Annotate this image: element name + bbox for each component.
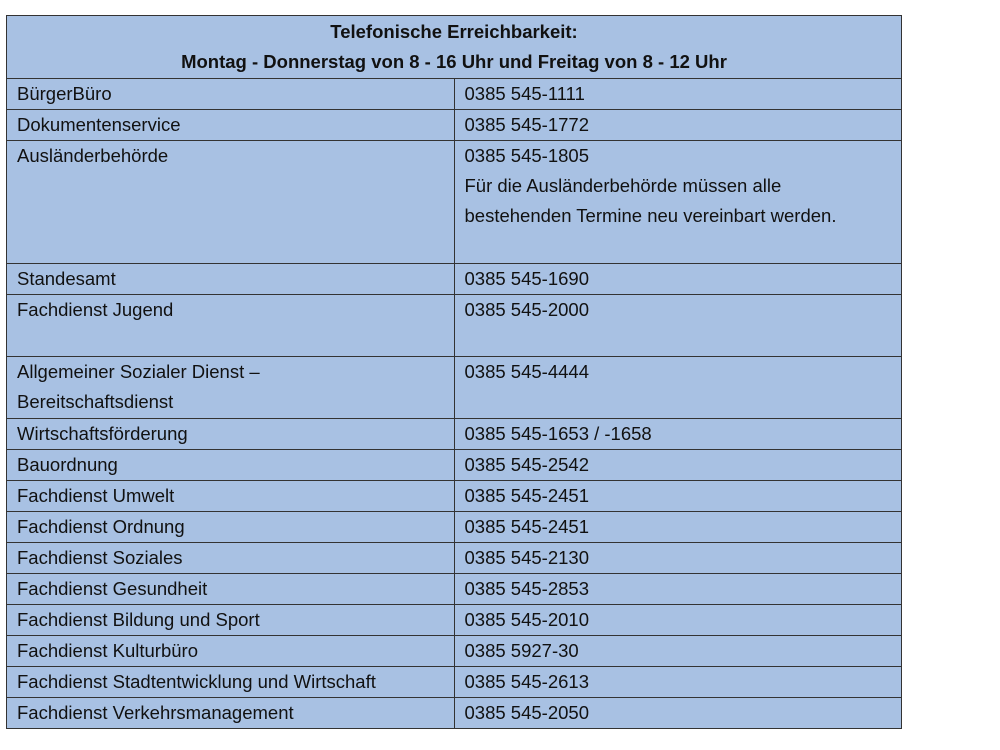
phone-cell: 0385 545-4444 — [454, 357, 902, 419]
phone-cell: 0385 545-1653 / -1658 — [454, 419, 902, 450]
phone-cell: 0385 545-1690 — [454, 264, 902, 295]
department-cell: Fachdienst Umwelt — [7, 481, 455, 512]
table-row — [7, 141, 902, 264]
table-row — [7, 481, 902, 512]
department-cell: Fachdienst Ordnung — [7, 512, 455, 543]
table-row — [7, 698, 902, 729]
phone-cell: 0385 545-2010 — [454, 605, 902, 636]
table-row — [7, 110, 902, 141]
department-cell: BürgerBüro — [7, 79, 455, 110]
table-row — [7, 605, 902, 636]
phone-cell — [454, 141, 902, 264]
table-row — [7, 419, 902, 450]
department-cell: Fachdienst Gesundheit — [7, 574, 455, 605]
availability-header — [7, 16, 902, 79]
table-row — [7, 636, 902, 667]
department-cell: Fachdienst Verkehrsmanagement — [7, 698, 455, 729]
contact-table-container — [6, 15, 902, 729]
phone-cell: 0385 545-1772 — [454, 110, 902, 141]
department-cell: Bauordnung — [7, 450, 455, 481]
table-row — [7, 667, 902, 698]
phone-cell: 0385 545-1111 — [454, 79, 902, 110]
table-row — [7, 543, 902, 574]
department-cell: Standesamt — [7, 264, 455, 295]
department-cell — [7, 357, 455, 419]
table-row — [7, 79, 902, 110]
table-row — [7, 512, 902, 543]
table-row — [7, 450, 902, 481]
phone-cell: 0385 545-2542 — [454, 450, 902, 481]
department-cell: Fachdienst Stadtentwicklung und Wirtschaft — [7, 667, 455, 698]
phone-cell: 0385 545-2050 — [454, 698, 902, 729]
availability-hours: Montag - Donnerstag von 8 - 16 Uhr und Freitag von 8 - 12 Uhr — [181, 51, 727, 72]
department-cell: Fachdienst Bildung und Sport — [7, 605, 455, 636]
department-cell: Dokumentenservice — [7, 110, 455, 141]
department-name-line-1: Allgemeiner Sozialer Dienst – — [17, 361, 260, 382]
department-name-line-2: Bereitschaftsdienst — [17, 391, 174, 412]
phone-cell: 0385 545-2853 — [454, 574, 902, 605]
table-header-row — [7, 16, 902, 79]
department-cell: Wirtschaftsförderung — [7, 419, 455, 450]
department-cell: Ausländerbehörde — [7, 141, 455, 264]
appointment-note-line-2: bestehenden Termine neu vereinbart werden. — [464, 205, 837, 226]
department-cell: Fachdienst Kulturbüro — [7, 636, 455, 667]
phone-cell: 0385 545-2000 — [454, 295, 902, 357]
department-cell: Fachdienst Jugend — [7, 295, 455, 357]
table-row — [7, 264, 902, 295]
department-cell: Fachdienst Soziales — [7, 543, 455, 574]
phone-cell: 0385 545-2130 — [454, 543, 902, 574]
appointment-note-line-1: Für die Ausländerbehörde müssen alle — [464, 175, 782, 196]
phone-cell: 0385 545-2613 — [454, 667, 902, 698]
table-row — [7, 574, 902, 605]
table-row — [7, 295, 902, 357]
phone-cell: 0385 545-2451 — [454, 512, 902, 543]
contact-table — [6, 15, 902, 729]
phone-number: 0385 545-1805 — [464, 145, 589, 166]
phone-cell: 0385 5927-30 — [454, 636, 902, 667]
availability-title: Telefonische Erreichbarkeit: — [330, 21, 578, 42]
table-row — [7, 357, 902, 419]
phone-cell: 0385 545-2451 — [454, 481, 902, 512]
